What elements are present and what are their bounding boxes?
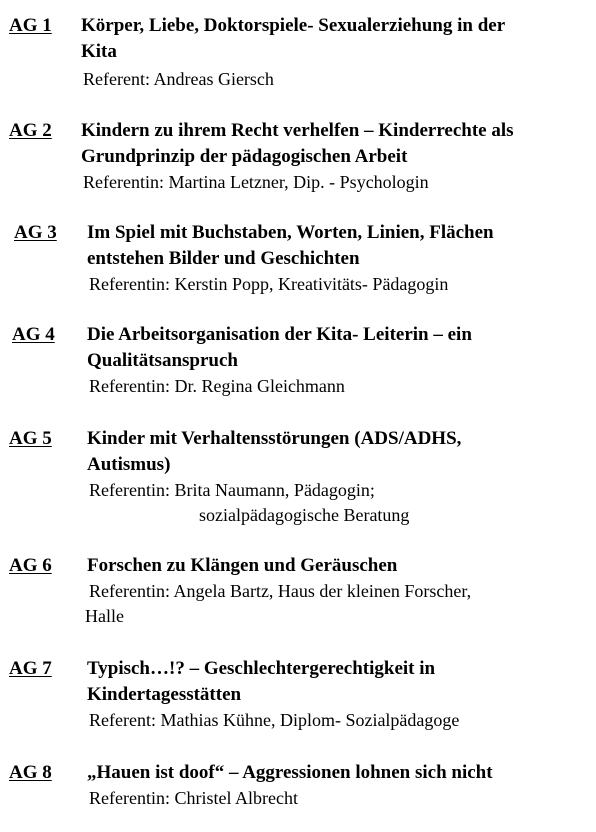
agenda-title-line: Die Arbeitsorganisation der Kita- Leiterin – ein (87, 324, 472, 345)
agenda-title-line: Autismus) (87, 454, 171, 475)
agenda-title-line: Grundprinzip der pädagogischen Arbeit (81, 146, 408, 167)
agenda-speaker-continuation: sozialpädagogische Beratung (199, 505, 410, 525)
agenda-title-line: Kinder mit Verhaltensstörungen (ADS/ADHS, (87, 428, 462, 449)
agenda-speaker: Referentin: Dr. Regina Gleichmann (89, 376, 345, 396)
agenda-label: AG 7 (9, 658, 52, 679)
agenda-title-line: Forschen zu Klängen und Geräuschen (87, 555, 398, 576)
agenda-title-line: Qualitätsanspruch (87, 350, 238, 371)
agenda-speaker-continuation: Halle (85, 606, 124, 626)
agenda-title-line: Typisch…!? – Geschlechtergerechtigkeit in (87, 658, 436, 679)
agenda-speaker: Referentin: Angela Bartz, Haus der kleinen Forscher, (89, 581, 472, 601)
agenda-speaker: Referentin: Christel Albrecht (89, 788, 298, 808)
agenda-label: AG 8 (9, 762, 52, 783)
agenda-title-line: Kindern zu ihrem Recht verhelfen – Kinderrechte als (81, 120, 514, 141)
agenda-label: AG 4 (12, 324, 55, 345)
agenda-title-line: Körper, Liebe, Doktorspiele- Sexualerziehung in der (81, 15, 506, 36)
agenda-title-line: entstehen Bilder und Geschichten (87, 248, 360, 269)
agenda-label: AG 5 (9, 428, 52, 449)
agenda-speaker: Referentin: Martina Letzner, Dip. - Psychologin (83, 172, 429, 192)
agenda-label: AG 2 (9, 120, 52, 141)
agenda-label: AG 3 (14, 222, 57, 243)
agenda-speaker: Referent: Andreas Giersch (83, 69, 274, 89)
agenda-speaker: Referentin: Kerstin Popp, Kreativitäts- Pädagogin (89, 274, 449, 294)
agenda-title-line: „Hauen ist doof“ – Aggressionen lohnen sich nicht (87, 762, 493, 783)
agenda-speaker: Referent: Mathias Kühne, Diplom- Sozialpädagoge (89, 710, 460, 730)
agenda-speaker: Referentin: Brita Naumann, Pädagogin; (89, 480, 375, 500)
agenda-label: AG 6 (9, 555, 52, 576)
agenda-title-line: Im Spiel mit Buchstaben, Worten, Linien, Flächen (87, 222, 494, 243)
agenda-title-line: Kita (81, 41, 117, 62)
agenda-label: AG 1 (9, 15, 52, 36)
agenda-title-line: Kindertagesstätten (87, 684, 242, 705)
